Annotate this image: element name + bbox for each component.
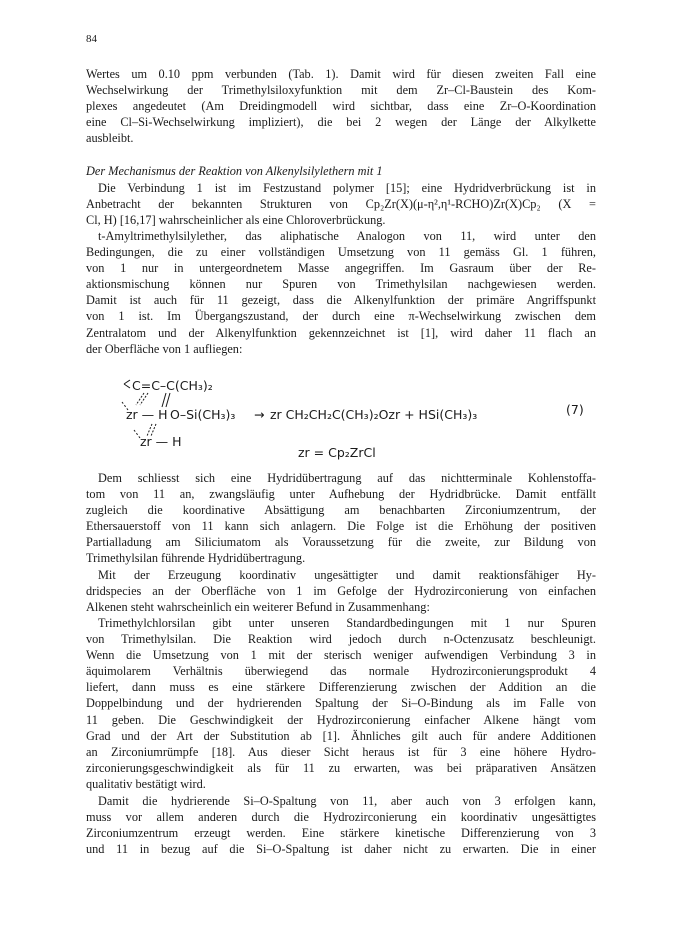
text-line: t-Amyltrimethylsilylether, das aliphatische Analogon von 11, wird unter den <box>98 229 596 243</box>
text-line: Die Verbindung 1 ist im Festzustand polymer [15]; eine Hydridverbrückung ist in <box>98 181 596 195</box>
text-line: zugleich die koordinative Absättigung am benachbarten Zirconiumzentrum, der <box>86 503 596 518</box>
text-line: Dem schliesst sich eine Hydridübertragung auf das nichtterminale Kohlenstoffa- <box>98 471 596 485</box>
reaction-equation <box>120 372 600 462</box>
text-line: an Zirconiumrümpfe [18]. Aus dieser Sicht heraus ist für 3 eine höhere Hydro- <box>86 744 596 759</box>
bond-stroke <box>136 393 148 405</box>
equation-zr-h-bottom: zr — H <box>140 434 182 449</box>
text-line: Damit ist auch für 11 gezeigt, dass die Alkenylfunktion der primäre Angriffspunkt <box>86 293 596 308</box>
text-line: Partialladung am Siliciumatom als Voraussetzung für die zweite, zur Bildung von <box>86 535 596 550</box>
text-line: Zirconiumzentrum erzeugt werden. Eine stärkere kinetische Differenzierung von 3 <box>86 826 596 841</box>
text-line: Cl, H) [16,17] wahrscheinlicher als eine Chloroverbrückung. <box>86 213 386 228</box>
text-line: dridspecies an der Oberfläche von 1 im Gefolge der Hydrozirconierung von einfachen <box>86 584 596 599</box>
text-line: eine Cl–Si-Wechselwirkung impliziert), die bei 2 wegen der Länge der Alkylkette <box>86 115 596 130</box>
text-line: Grad und der Art der Substitution ab [1]. Ähnliches gilt auch für andere Additionen <box>86 728 596 743</box>
text-line: tom von 11 an, zwangsläufig unter Aufhebung der Hydridbrücke. Damit entfällt <box>86 487 596 502</box>
text-line: und 11 in bezug auf die Si–O-Spaltung ist daher nicht zu erwarten. Die in einer <box>86 842 596 857</box>
text-line: muss vor allem anderen durch die Hydrozirconierung ein koordinativ ungesättigtes <box>86 810 596 825</box>
text-line: qualitativ bestätigt wird. <box>86 776 206 791</box>
equation-siloxy: O–Si(CH₃)₃ <box>170 407 236 422</box>
text-line: Ethersauerstoff von 11 kann sich anlagern. Die Folge ist die Erhöhung der positiven <box>86 519 596 534</box>
section-heading: Der Mechanismus der Reaktion von Alkenylsilylethern mit 1 <box>86 164 383 178</box>
text-line: Damit die hydrierende Si–O-Spaltung von 11, aber auch von 3 erfolgen kann, <box>98 794 596 808</box>
text-line: von Trimethylsilan. Die Reaktion wird jedoch durch n-Octenzusatz beschleunigt. <box>86 632 596 647</box>
text-line: aktionsmischung können nur Spuren von Trimethylsilan nachgewiesen werden. <box>86 277 596 292</box>
text-line: Trimethylsilan führende Hydridübertragung. <box>86 551 306 566</box>
paragraph-5 <box>86 567 596 615</box>
equation-definition: zr = Cp₂ZrCl <box>298 445 376 460</box>
paragraph-6 <box>86 615 596 792</box>
page-number: 84 <box>86 33 97 45</box>
equation-number: (7) <box>566 402 584 417</box>
paragraph-7 <box>86 793 596 857</box>
text-line: 11 geben. Die Geschwindigkeit der Hydrozirconierung einfacher Alkene hängt vom <box>86 712 596 727</box>
equation-product: zr CH₂CH₂C(CH₃)₂Ozr + HSi(CH₃)₃ <box>270 407 478 422</box>
text-line: Bedingungen, die zu einer vollständigen Umsetzung von 11 gemäss Gl. 1 führen, <box>86 245 596 260</box>
text-line: Mit der Erzeugung koordinativ ungesättigter und damit reaktionsfähiger Hy- <box>98 568 596 582</box>
bond-stroke <box>162 393 170 407</box>
text-line: Doppelbindung und der hydrierenden Spaltung der Si–O-Bindung als im Falle von <box>86 696 596 711</box>
text-line: Alkenen steht wahrscheinlich ein weiterer Befund in Zusammenhang: <box>86 600 430 615</box>
text-line: plexes angedeutet (Am Dreidingmodell wird sichtbar, dass eine Zr–O-Koordination <box>86 99 596 114</box>
text-line: von 1 nur in untergeordnetem Masse angegriffen. Im Gasraum über der Re- <box>86 261 596 276</box>
text-line: von 1 ist. Im Übergangszustand, der durch eine π-Wechselwirkung zwischen dem <box>86 309 596 324</box>
bond-stroke <box>124 380 130 388</box>
text-line: Wertes um 0.10 ppm verbunden (Tab. 1). Damit wird für diesen zweiten Fall eine <box>86 67 596 81</box>
paragraph-4 <box>86 470 596 567</box>
text-line: liefert, dann muss es eine stärkere Differenzierung zwischen der Addition an die <box>86 680 596 695</box>
text-line: Zentralatom und der Alkenylfunktion gekennzeichnet ist [1], wird daher 11 flach an <box>86 325 596 340</box>
text-line: äquimolarem Verhältnis überwiegend das normale Hydrozirconierungsprodukt 4 <box>86 664 596 679</box>
text-line: Wenn die Umsetzung von 1 mit der sterisch weniger aufwendigen Verbindung 3 in <box>86 648 596 663</box>
text-line: Trimethylchlorsilan gibt unter unseren Standardbedingungen mit 1 nur Spuren <box>98 616 596 630</box>
equation-arrow: → <box>254 407 265 422</box>
text-line: zirconierungsgeschwindigkeit als für 11 zu erwarten, was bei präparativen Ansätzen <box>86 760 596 775</box>
equation-top-group: C=C–C(CH₃)₂ <box>132 378 213 393</box>
text-line: der Oberfläche von 1 aufliegen: <box>86 341 243 356</box>
text-line: Wechselwirkung der Trimethylsiloxyfunktion mit dem Zr–Cl-Baustein des Kom- <box>86 83 596 98</box>
paragraph-1 <box>86 66 596 146</box>
paragraph-3 <box>86 228 596 357</box>
text-line: ausbleibt. <box>86 131 134 146</box>
equation-zr-h-top: zr — H <box>126 407 168 422</box>
paragraph-2 <box>86 180 596 228</box>
text-line: Anbetracht der bekannten Strukturen von Cp₂Zr(X)(μ-η²,η¹-RCHO)Zr(X)Cp₂ (X = <box>86 197 596 212</box>
